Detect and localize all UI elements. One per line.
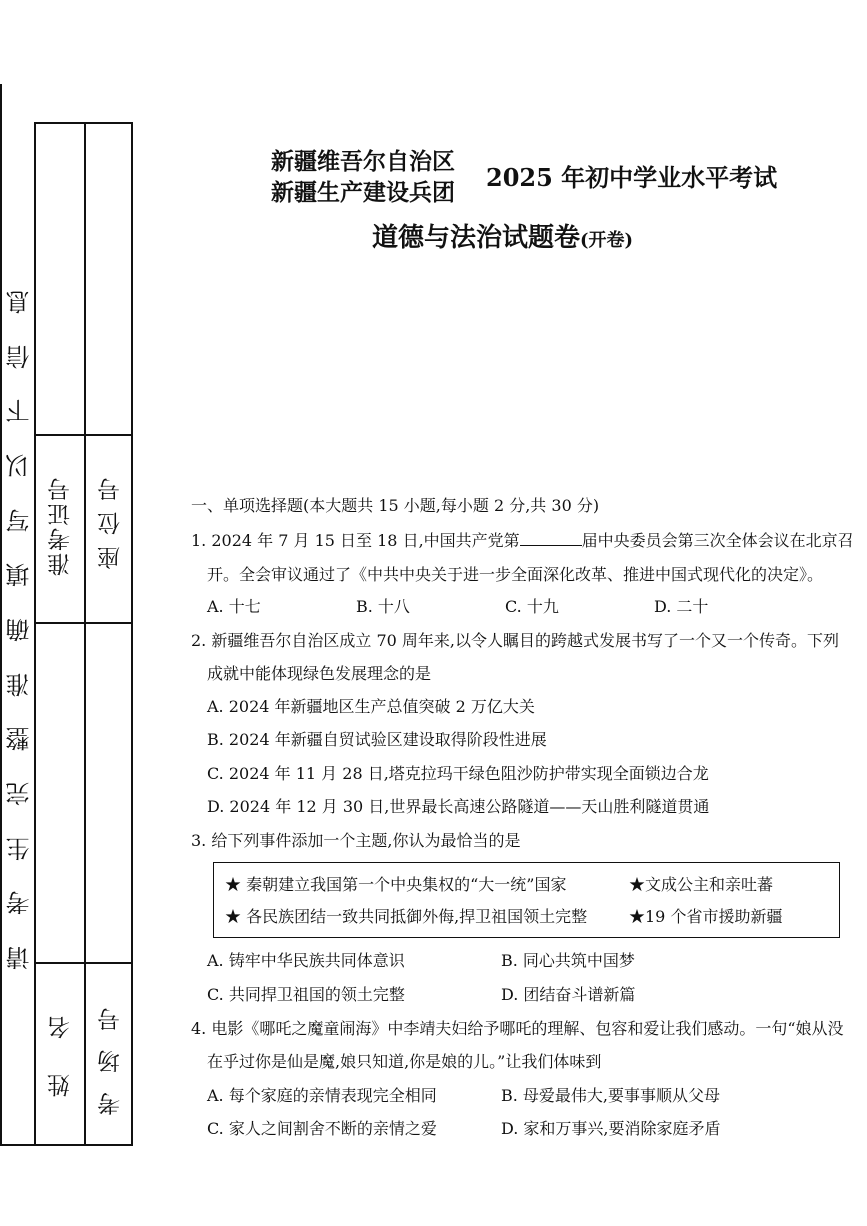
section-title: 一、单项选择题(本大题共 15 小题,每小题 2 分,共 30 分) [191, 496, 600, 515]
option: C. 家人之间割舍不断的亲情之爱 [207, 1119, 437, 1138]
answer-blank [520, 531, 582, 546]
option: D. 2024 年 12 月 30 日,世界最长高速公路隧道——天山胜利隧道贯通 [207, 797, 710, 816]
sidebar-divider [34, 122, 133, 124]
paper-title-text: 道德与法治试题卷 [372, 223, 581, 253]
sidebar-divider [34, 962, 133, 964]
fill-instruction [2, 290, 32, 970]
option: C. 十九 [505, 597, 559, 616]
instruction-char: 信 [6, 344, 34, 369]
sidebar-divider [34, 434, 133, 436]
event-item: ★ 秦朝建立我国第一个中央集权的“大一统”国家 [225, 875, 567, 894]
option: B. 2024 年新疆自贸试验区建设取得阶段性进展 [207, 730, 547, 749]
event-item: ★19 个省市援助新疆 [629, 907, 783, 926]
exam-id-label: 准考证号 [48, 476, 74, 576]
name-label: 姓 名 [48, 1002, 74, 1098]
option: A. 十七 [207, 597, 261, 616]
question-1-line-1 [191, 531, 854, 551]
sidebar-divider [131, 122, 133, 1146]
option: A. 2024 年新疆地区生产总值突破 2 万亿大关 [207, 697, 535, 716]
organizer-line-2: 新疆生产建设兵团 [271, 179, 455, 206]
candidate-info-sidebar [0, 84, 134, 1146]
question-1-text-b: 届中央委员会第三次全体会议在北京召 [581, 531, 854, 550]
instruction-char: 准 [6, 672, 34, 697]
paper-title [372, 217, 633, 254]
option: C. 共同捍卫祖国的领土完整 [207, 985, 405, 1004]
option: A. 铸牢中华民族共同体意识 [207, 951, 405, 970]
question-4-line-2: 在乎过你是仙是魔,娘只知道,你是娘的儿。”让我们体味到 [207, 1052, 602, 1071]
instruction-char: 写 [6, 508, 34, 533]
question-2-line-1: 2. 新疆维吾尔自治区成立 70 周年来,以令人瞩目的跨越式发展书写了一个又一个传奇。下列 [191, 631, 839, 650]
question-1-line-2: 开。全会审议通过了《中共中央关于进一步全面深化改革、推进中国式现代化的决定》。 [207, 565, 824, 584]
instruction-char: 确 [6, 618, 34, 643]
option: A. 每个家庭的亲情表现完全相同 [207, 1086, 437, 1105]
question-4-line-1: 4. 电影《哪吒之魔童闹海》中李靖夫妇给予哪吒的理解、包容和爱让我们感动。一句“娘从没 [191, 1019, 844, 1038]
option: D. 二十 [654, 597, 709, 616]
sidebar-divider [84, 122, 86, 1146]
instruction-char: 以 [6, 454, 34, 479]
instruction-char: 请 [6, 946, 34, 970]
sidebar-divider [34, 622, 133, 624]
organizer-line-1: 新疆维吾尔自治区 [271, 148, 455, 175]
instruction-char: 填 [6, 563, 34, 588]
question-1-text-a: 1. 2024 年 7 月 15 日至 18 日,中国共产党第 [191, 531, 520, 550]
option: D. 团结奋斗谱新篇 [501, 985, 636, 1004]
instruction-char: 下 [6, 399, 34, 424]
option: B. 同心共筑中国梦 [501, 951, 635, 970]
option: B. 十八 [356, 597, 410, 616]
instruction-char: 整 [6, 727, 34, 752]
instruction-char: 生 [6, 836, 34, 861]
event-item: ★ 各民族团结一致共同抵御外侮,捍卫祖国领土完整 [225, 907, 588, 926]
sidebar-divider [0, 1144, 133, 1146]
option: B. 母爱最伟大,要事事顺从父母 [501, 1086, 721, 1105]
exam-title: 2025 年初中学业水平考试 [486, 163, 778, 192]
question-2-line-2: 成就中能体现绿色发展理念的是 [207, 664, 432, 683]
event-item: ★文成公主和亲吐蕃 [629, 875, 774, 894]
option: C. 2024 年 11 月 28 日,塔克拉玛干绿色阻沙防护带实现全面锁边合龙 [207, 764, 709, 783]
option: D. 家和万事兴,要消除家庭矛盾 [501, 1119, 721, 1138]
paper-mode: (开卷) [580, 230, 634, 251]
exam-room-label: 考 场 号 [98, 1002, 124, 1116]
seat-number-label: 座 位 号 [98, 476, 124, 570]
instruction-char: 息 [6, 290, 34, 315]
instruction-char: 考 [6, 891, 34, 916]
question-3-line-1: 3. 给下列事件添加一个主题,你认为最恰当的是 [191, 831, 521, 850]
instruction-char: 完 [6, 782, 34, 807]
